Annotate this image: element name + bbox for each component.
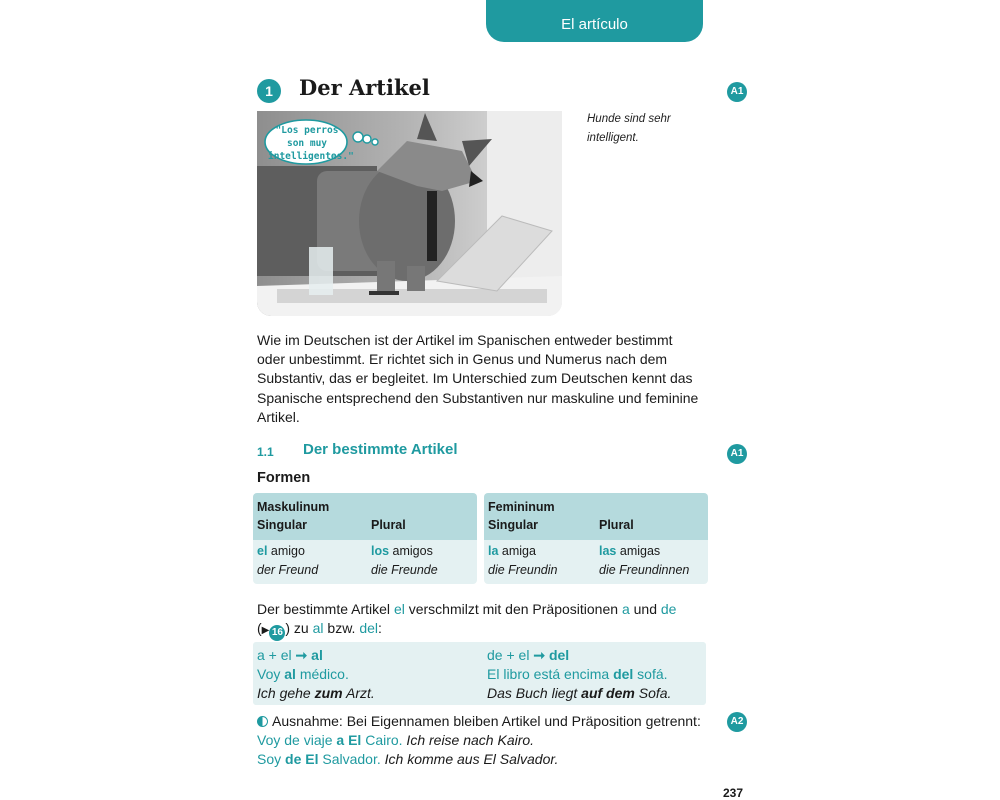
masculine-table: Maskulinum Singular Plural el amigo los amigos der Freund die Freunde (253, 493, 477, 584)
section-number: 1.1 (257, 445, 274, 459)
feminine-table: Femininum Singular Plural la amiga las amigas die Freundin die Freundinnen (484, 493, 708, 584)
level-badge-a1: A1 (727, 82, 747, 102)
example-left: a + el ➞ al Voy al médico. Ich gehe zum Arzt. (257, 647, 375, 701)
chapter-number: 1 (257, 79, 281, 103)
contraction-paragraph: Der bestimmte Artikel el verschmilzt mit den Präpositionen a und de (▶ 16 ) zu al bzw. del: (257, 600, 717, 641)
chapter-tab-label: El artículo (561, 16, 628, 33)
speech-bubble-text: "Los perros son muy intelligentes." (268, 125, 354, 162)
subheading-formen: Formen (257, 470, 311, 486)
arrow-icon: ➞ (533, 647, 546, 663)
example-right: de + el ➞ del El libro está encima del sofá. Das Buch liegt auf dem Sofa. (487, 647, 672, 701)
half-circle-icon (257, 716, 268, 727)
bubble-tail-icon (350, 128, 382, 150)
exception-note: Ausnahme: Bei Eigennamen bleiben Artikel und Präposition getrennt: Voy de viaje a El Cairo. Ich reise nach Kairo. Soy de El Salvador. Ich komme aus El Salvador. (257, 713, 701, 768)
cross-reference-arrow-icon: ▶ (261, 625, 270, 637)
intro-paragraph: Wie im Deutschen ist der Artikel im Spanischen entweder bestimmt oder unbestimmt. Er richtet sich in Genus und Numerus nach dem Substantiv, das er begleitet. Im Unterschied zum Deutschen kennt das Spanische entsprechend den Substantiven nur maskuline und feminine Artikel. (257, 332, 699, 425)
arrow-icon: ➞ (295, 647, 308, 663)
level-badge-section: A1 (727, 444, 747, 464)
chapter-title: Der Artikel (299, 75, 430, 100)
chapter-tab (486, 0, 703, 42)
page-number: 237 (723, 786, 744, 800)
cross-reference-link[interactable]: 16 (269, 625, 285, 641)
section-title: Der bestimmte Artikel (303, 441, 458, 458)
level-badge-a2: A2 (727, 712, 747, 732)
image-caption: Hunde sind sehr intelligent. (587, 113, 671, 144)
